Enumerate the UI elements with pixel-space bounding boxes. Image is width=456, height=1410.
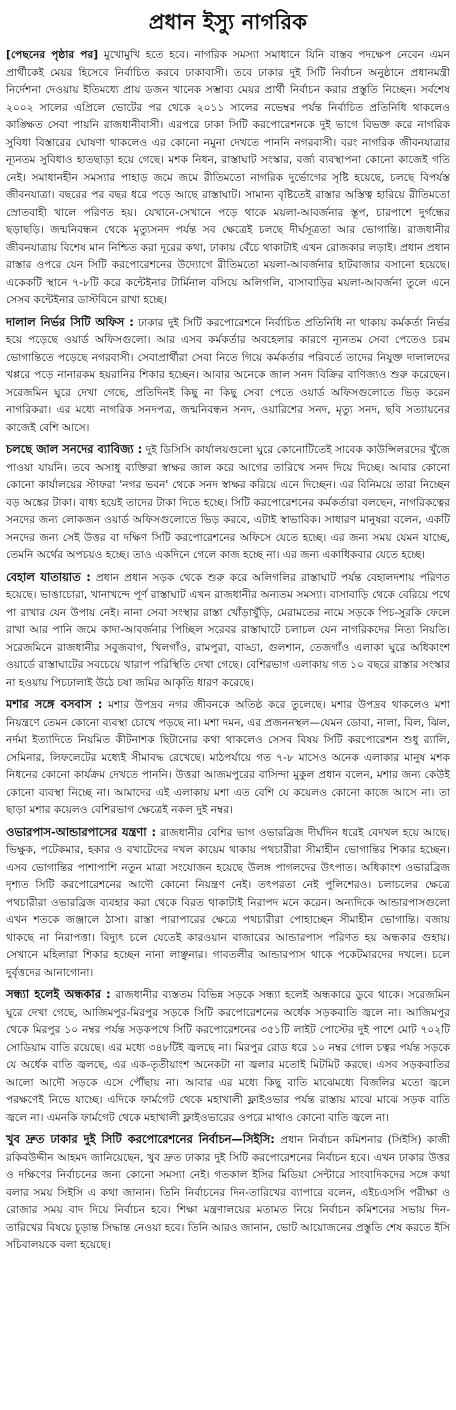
section-body: রাজধানীর ব্যস্ততম বিভিন্ন সড়কে সন্ধ্যা হলেই অন্ধকারে ডুবে থাকে। সরেজমিন ঘুরে দেখা গেছে, আজিমপুর-মিরপুর সড়কে সিটি করপোরেশনের অর্ধেক সড়কবাতি জ্বলে না। আজিমপুর থেকে মিরপুর ১০ নম্বর পর্যন্ত সড়কপথে সিটি করপোরেশনের ৩৫১টি লাইট পোস্টের দুই পাশে মোট ৭০২টি সোডিয়াম বাতি রয়েছে। এর মধ্যে ৩৪৮টিই জ্বলছে না। মিরপুর রোড ধরে ১০ নম্বর গোল চত্বর পর্যন্ত সড়কে যে অর্ধেক বাতি জ্বলছে, এর এক-তৃতীয়াংশ অনেকটা না জ্বলার মতোই মিটমিট করছে। এসব সড়কবাতির আলো আদৌ সড়কে এসে পৌঁছায় না। আবার এর মধ্যে কিছু বাতি মাঝেমধ্যে বিজলির মতো জ্বলে পরক্ষণেই নিভে যাচ্ছে। এদিকে ফার্মগেট থেকে মহাখালী ফ্লাইওভার পর্যন্ত রাস্তায় মাঝে মাঝে সড়ক বাতি জ্বলে না। এমনকি ফার্মগেট থেকে মহাখালী ফ্লাইওভারের ওপরে মাথাও কোনো বাতি জ্বলে না। bbox=[6, 989, 450, 1124]
section-broker-office bbox=[6, 314, 450, 438]
section-street-lights bbox=[6, 986, 450, 1127]
section-fake-certificates bbox=[6, 441, 450, 565]
section-heading: সন্ধ্যা হলেই অন্ধকার : bbox=[6, 987, 111, 1001]
section-heading: খুব দ্রুত ঢাকার দুই সিটি করপোরেশনের নির্বাচন—সিইসি: bbox=[6, 1132, 275, 1146]
section-heading: বেহাল যাতায়াত : bbox=[6, 569, 91, 584]
section-heading: দালাল নির্ভর সিটি অফিস : bbox=[6, 314, 134, 329]
section-body: প্রধান নির্বাচন কমিশনার (সিইসি) কাজী রকিবউদ্দীন আহমদ জানিয়েছেন, খুব দ্রুত ঢাকার দুই সিটি করপোরেশনের নির্বাচন হবে। এখন ঢাকার উত্তর ও দক্ষিণের নির্বাচনের জন্য কোনো সমস্যা নেই। গতকাল ইসির মিডিয়া সেন্টারে সাংবাদিকদের সঙ্গে কথা বলার সময় সিইসি এ কথা জানান। তিনি নির্বাচনের দিন-তারিখের ব্যাপারে বলেন, এইচএসসি পরীক্ষা ও রোজার সময় বাদ দিয়ে নির্বাচন হবে। শিক্ষা মন্ত্রণালয়ের মতামত নিয়ে নির্বাচন কমিশনের সভায় দিন-তারিখের বিষয়ে চূড়ান্ত সিদ্ধান্ত নেওয়া হবে। তিনি আরও জানান, ভোট আয়োজনের প্রস্তুতি শেষ করতে ইসি সচিবালয়কে বলা হয়েছে। bbox=[6, 1134, 450, 1251]
section-mosquito bbox=[6, 696, 450, 820]
section-body: মুখোমুখি হতে হবে। নাগরিক সমস্যা সমাধানে যিনি বাস্তব পদক্ষেপ নেবেন এমন প্রার্থীকেই মেয়র হিসেবে নির্বাচিত করবে ঢাকাবাসী। তবে ঢাকার দুই সিটি নির্বাচন অনুষ্ঠানে প্রধানমন্ত্রী নির্দেশনা দেওয়ায় ইতিমধ্যে প্রায় ডজন খানেক সম্ভাব্য মেয়র প্রার্থী নির্বাচন করার প্রস্তুতি নিচ্ছেন। সর্বশেষ ২০০২ সালের এপ্রিলে ভোটের পর থেকে ২০১১ সালের নভেম্বর পর্যন্ত নির্বাচিত প্রতিনিধি থাকলেও কাঙ্ক্ষিত সেবা পায়নি রাজধানীবাসী। এরপরে ঢাকা সিটি করপোরেশনকে দুই ভাগে বিভক্ত করে নাগরিক সুবিধা বিস্তারের ঘোষণা থাকলেও এর কোনো নমুনা দেখতে পাননি নগরবাসী। বরং নাগরিক জীবনযাত্রার ন্যূনতম সুবিধাও হাতছাড়া হয়ে গেছে। মশক নিধন, রাস্তাঘাট সংস্কার, বর্জ্য ব্যবস্থাপনা কোনো কাজেই গতি নেই। সমাধানহীন সমস্যার পাহাড় জমে জমে রীতিমতো নাগরিক দুর্ভোগের সৃষ্টি হয়েছে, চলছে বিপর্যস্ত জীবনযাত্রা। বছরের পর বছর ধরে পড়ে আছে রাস্তাঘাট। সামান্য বৃষ্টিতেই রাস্তার অস্তিত্ব হারিয়ে রীতিমতো স্রোতবাহী খালে পরিণত হয়। যেখানে-সেখানে পড়ে থাকে ময়লা-আবর্জনার স্তূপ, চারপাশে দুর্গন্ধের ছড়াছড়ি। জন্মনিবন্ধন থেকে মৃত্যুসনদ পর্যন্ত সব ক্ষেত্রেই চলছে দীর্ঘসূত্রতা আর ভোগান্তি। রাজধানীর জীবনযাত্রায় বিশেষ মান নিশ্চিত করা দূরের কথা, ঢাকায় বেঁচে থাকাটাই এখন রোজকার লড়াই। প্রধান প্রধান রাস্তার ওপরে যেন সিটি করপোরেশনের উদ্যোগে রীতিমতো ময়লা-আবর্জনার হাটবাজার বসানো হয়েছে। একেকটি স্থানে ৭-৮টি করে কন্টেইনার টার্মিনাল বসিয়ে অলিগলি, বাসাবাড়ির ময়লা-আবর্জনা তুলে এনে সেসব কন্টেইনার ডাস্টবিনে রাখা হচ্ছে। bbox=[6, 49, 450, 306]
section-body: ঢাকার দুই সিটি করপোরেশনে নির্বাচিত প্রতিনিধি না থাকায় কর্মকর্তা নির্ভর হয়ে পড়েছে ওয়ার্ড অফিসগুলো। আর এসব কর্মকর্তার অবহেলার কারণে ন্যূনতম সেবা পেতেও চরম ভোগান্তিতে পড়েছে নগরবাসী। সেবাপ্রার্থীরা সেবা নিতে গিয়ে কর্মকর্তার পরিবর্তে তাদের নিযুক্ত দালালদের খপ্পরে পড়ে নানারকম হয়রানির শিকার হচ্ছেন। আবার অনেকে জাল সনদ বিক্রির বাণিজ্যও শুরু করেছেন। সরেজমিন ঘুরে দেখা গেছে, প্রতিদিনই কিছু না কিছু সেবা পেতে ওয়ার্ড অফিসগুলোতে ভিড় করেন নাগরিকরা। এর মধ্যে নাগরিক সনদপত্র, জন্মনিবন্ধন সনদ, ওয়ারিশের সনদ, মৃত্যু সনদ, ছবি সত্যায়নের কাজেই বেশি আসে। bbox=[6, 316, 451, 434]
section-body: রাজধানীর বেশির ভাগ ওভারব্রিজ দীর্ঘদিন ধরেই বেদখল হয়ে আছে। ভিক্ষুক, পটেকমার, হকার ও বখাটেদের দখল কায়েম থাকায় পথচারীরা সীমাহীন ভোগান্তির শিকার হচ্ছেন। এসব ভোগান্তির পাশাপাশি নতুন মাত্রা সংযোজন হয়েছে উলঙ্গ পাগলদের উৎপাত। অধিকাংশ ওভারব্রিজ দৃশ্যত সিটি করপোরেশনের আদৌ কোনো নিয়ন্ত্রণ নেই। তৎপরতা নেই পুলিশেরও। চলাচলের ক্ষেত্রে পথচারীরা ওভারব্রিজ ব্যবহার করা থেকে বিরত থাকাটাই নিরাপদ মনে করেন। অন্যদিকে আন্ডারপাসগুলো এখন শতকে জঞ্জালে ঠাসা। রাস্তা পারাপারের ক্ষেত্রে পথচারীরা পোহাচ্ছেন সীমাহীন ভোগান্তি। বজায় থাকছে না নিরাপত্তা। বিদ্যুৎ চলে যেতেই কারওয়ান বাজারের আন্ডারপাস পরিণত হয় অন্ধকার গুহায়। সেখানে মহিলারা শিকার হচ্ছেন নানা লাঞ্ছনার। গাবতলীর আন্ডারপাস থাকে পকেটমারদের দখলে। চলে দুর্বৃত্তদের আনাগোনা। bbox=[6, 826, 451, 979]
article-headline: প্রধান ইস্যু নাগরিক bbox=[148, 10, 308, 34]
section-transport bbox=[6, 569, 450, 693]
section-overpass bbox=[6, 824, 450, 983]
section-election bbox=[6, 1131, 450, 1255]
section-heading: ওভারপাস-আন্ডারপাসের যন্ত্রণা : bbox=[6, 824, 157, 839]
section-heading: চলছে জাল সনদের ব্যাবিজ্য : bbox=[6, 442, 143, 456]
section-body: প্রধান প্রধান সড়ক থেকে শুরু করে অলিগলির রাস্তাঘাট পর্যন্ত বেহালদশায় পরিণত হয়েছে। ভাঙাচোরা, খানাখন্দে পূর্ণ রাস্তাঘাট এখন রাজধানীর অন্যতম সমস্যা। বাসাবাড়ি থেকে বেরিয়ে পথে পা রাখার যেন উপায় নেই। নানা সেবা সংস্থার রাস্তা খোঁড়াখুঁড়ি, মেরামতের নামে সড়কে পিচ-সুরকি ফেলে রাখা আর পানি জমে কাদা-আবর্জনার পিচ্ছিল সরেবর রাস্তাঘাটে চলাচল যেন নাগরিকদের নিত্য নিয়তি। সরেজমিনে রাজধানীর সবুজবাগ, খিলগাঁও, রামপুরা, বাড্ডা, গুলশান, তেজগাঁও এলাকা ঘুরে অধিকাংশ ওয়ার্ডে রাস্তাঘাটের সবচেয়ে খারাপ পরিস্থিতি দেখা গেছে। বেশিরভাগ এলাকায় গত ১০ বছরে রাস্তার সংস্কার না হওয়ায় পিচঢালাই উঠে চষা জমির আকৃতি ধারণ করেছে। bbox=[6, 571, 450, 689]
continuation-marker: [পেছনের পৃষ্ঠার পর] bbox=[6, 49, 99, 61]
section-intro bbox=[6, 47, 450, 310]
section-heading: মশার সঙ্গে বসবাস : bbox=[6, 697, 103, 711]
section-body: দুই ডিসিসি কার্যালয়গুলো ঘুরে কোনোটিতেই সাবেক কাউন্সিলরদের খুঁজে পাওয়া যায়নি। তবে অসাধু ব্যক্তিরা স্বাক্ষর জাল করে আগের তারিখে সনদ দিয়ে দিচ্ছে। আবার কোনো কোনো কার্যালয়ের স্টাফরা 'নগর ভবন' থেকে সনদ স্বাক্ষর করিয়ে এনে দিচ্ছেন। এর বিনিময়ে তারা নিচ্ছেন বড় অঙ্কের টাকা। বাধ্য হয়েই তাদের টাকা দিতে হচ্ছে। সিটি করপোরেশনের কর্মকর্তারা বলছেন, নাগরিকত্বের সনদের জন্য লোকজন ওয়ার্ড অফিসগুলোতে ভিড় করবে, এটাই স্বাভাবিক। সাধারণ মানুষরা বলেন, একটি সনদের জন্য সেই উত্তর বা দক্ষিণ সিটি করপোরেশনের অফিসে যেতে হচ্ছে। এর জন্য সময় যেমন যাচ্ছে, তেমনি অর্থের অপচয়ও হচ্ছে। তাও একদিনে গেলে কাজ হচ্ছে না। এর জন্য একাধিকবার যেতে হচ্ছে। bbox=[6, 444, 450, 561]
section-body: মশার উপদ্রব নগর জীবনকে অতিষ্ঠ করে তুলেছে। মশার উপদ্রব থাকলেও মশা নিয়ন্ত্রণে তেমন কোনো ব্যবস্থা চোখে পড়ছে না। মশা দমন, এর প্রজননস্থল—যেমন ডোবা, নালা, বিল, ঝিল, নর্দমা ইত্যাদিতে নিয়মিত কীটনাশক ছিটানোর কথা থাকলেও সেসব বিষয় সিটি করপোরেশন শুধু র‍্যালি, সেমিনার, লিফলেটের মধ্যেই সীমাবদ্ধ রেখেছে। মাঠপর্যায়ে গত ৭-৮ মাসেও অনেক এলাকার মানুষ মশক নিধনের কোনো কার্যক্রম দেখতে পাননি। উত্তরা আজমপুরের বাসিন্দা মুকুল প্রধান বলেন, মশার জন্য কেউই কোনো ব্যবস্থা নিচ্ছে না। আমাদের এই এলাকায় মশা এত বেশি যে কয়েলও কোনো কাজে আসে না। তা ছাড়া মশার কয়েলও বেশিরভাগ ক্ষেত্রেই নকল দুই নম্বর। bbox=[6, 699, 450, 816]
